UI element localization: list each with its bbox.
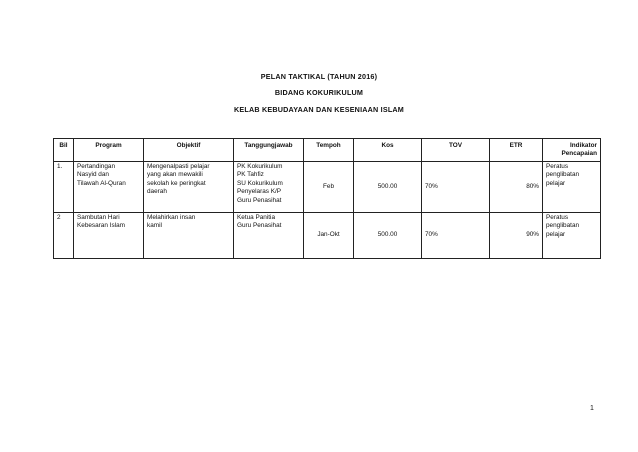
table-header-row (54, 139, 601, 162)
cell-objektif (144, 162, 234, 213)
cell-kos: 500.00 (354, 213, 422, 259)
cell-line: Peratus (546, 163, 569, 170)
cell-tov: 70% (422, 213, 490, 259)
cell-line: Guru Penasihat (237, 222, 282, 230)
cell-program (74, 213, 144, 259)
cell-line: kamil (147, 222, 162, 230)
header-bil: Bil (54, 139, 74, 162)
cell-indikator (543, 213, 601, 259)
cell-line: Guru Penasihat (237, 196, 282, 204)
cell-line: SU Kokurikulum (237, 179, 283, 187)
cell-line: penglibatan (546, 171, 580, 179)
cell-line: Ketua Panitia (237, 214, 276, 221)
cell-etr: 90% (490, 213, 543, 259)
cell-kos: 500.00 (354, 162, 422, 213)
cell-line: PK Tahfiz (237, 171, 264, 179)
header-kos: Kos (354, 139, 422, 162)
header-tanggungjawab: Tanggungjawab (234, 139, 304, 162)
document-title: PELAN TAKTIKAL (TAHUN 2016) (260, 72, 378, 81)
cell-line: Pertandingan (77, 163, 116, 170)
cell-line: Nasyid dan (77, 171, 109, 179)
cell-tanggungjawab (234, 162, 304, 213)
header-tov: TOV (422, 139, 490, 162)
cell-tanggungjawab (234, 213, 304, 259)
cell-line: daerah (147, 188, 167, 196)
cell-line: sekolah ke peringkat (147, 179, 206, 187)
header-etr: ETR (490, 139, 543, 162)
header-tempoh: Tempoh (304, 139, 354, 162)
cell-line: penglibatan (546, 222, 580, 230)
cell-line: Peratus (546, 214, 569, 221)
cell-tempoh: Jan-Okt (304, 213, 354, 259)
cell-line: pelajar (546, 179, 566, 187)
cell-tov: 70% (422, 162, 490, 213)
cell-objektif (144, 213, 234, 259)
cell-line: Penyelaras K/P (237, 188, 282, 196)
cell-program (74, 162, 144, 213)
header-indikator: Indikator Pencapaian (543, 139, 601, 162)
cell-etr: 80% (490, 162, 543, 213)
tactical-plan-table (53, 138, 601, 259)
cell-bil: 2 (54, 213, 74, 259)
cell-line: Mengenalpasti pelajar (147, 163, 210, 170)
cell-tempoh: Feb (304, 162, 354, 213)
header-program: Program (74, 139, 144, 162)
cell-line: PK Kokurikulum (237, 163, 283, 170)
cell-line: Tilawah Al-Quran (77, 179, 126, 187)
cell-line: pelajar (546, 230, 566, 238)
header-objektif: Objektif (144, 139, 234, 162)
cell-line: yang akan mewakili (147, 171, 203, 179)
cell-indikator (543, 162, 601, 213)
cell-line: Kebesaran Islam (77, 222, 125, 230)
document-unit: KELAB KEBUDAYAAN DAN KESENIAAN ISLAM (234, 105, 404, 114)
cell-bil: 1. (54, 162, 74, 213)
table-row (54, 213, 601, 259)
document-subtitle: BIDANG KOKURIKULUM (274, 88, 364, 97)
table-row (54, 162, 601, 213)
page-number: 1 (590, 405, 594, 412)
cell-line: Melahirkan insan (147, 214, 196, 221)
cell-line: Sambutan Hari (77, 214, 120, 221)
